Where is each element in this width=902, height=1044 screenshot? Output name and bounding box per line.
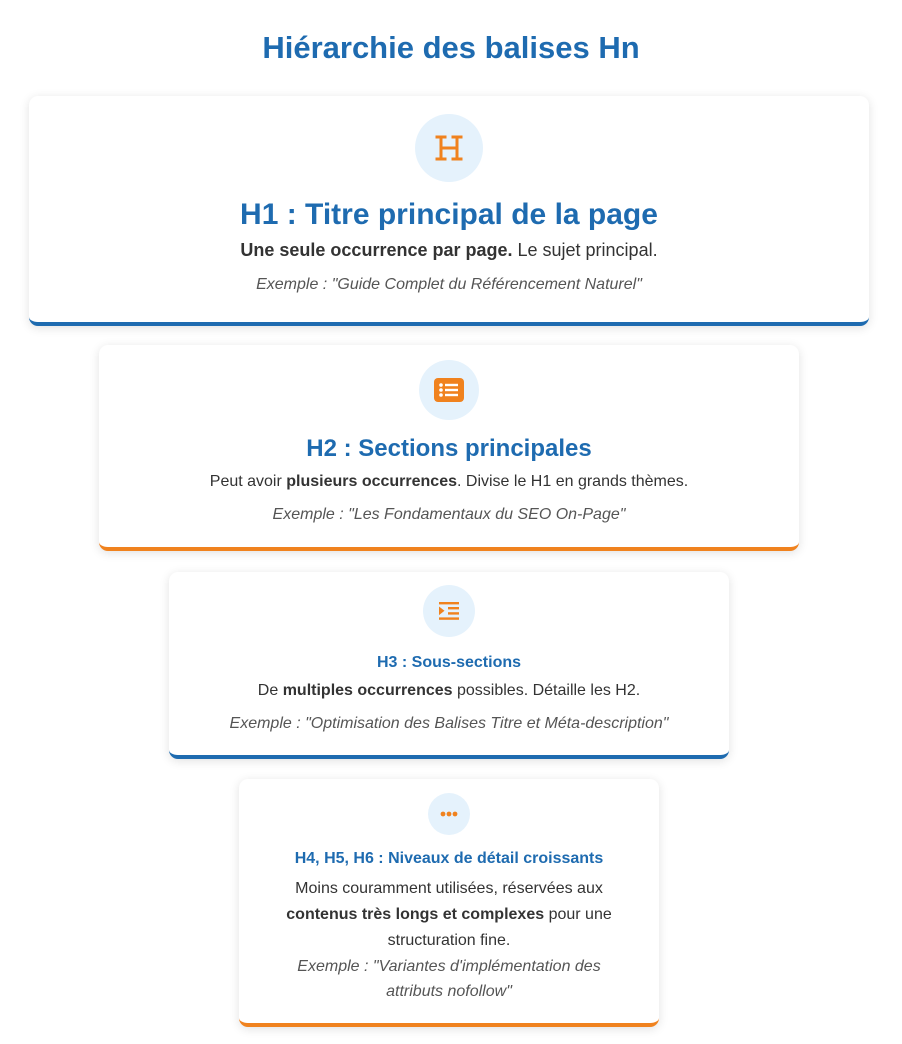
desc-text: De bbox=[257, 682, 283, 699]
card-description bbox=[29, 240, 869, 261]
card-example: Exemple : "Optimisation des Balises Titre et Méta-description" bbox=[229, 715, 669, 732]
desc-text: Le sujet principal. bbox=[512, 240, 658, 260]
card-h4-h6 bbox=[239, 779, 659, 1027]
desc-bold: multiples occurrences bbox=[282, 682, 453, 699]
card-h3 bbox=[169, 572, 729, 759]
desc-text: pour une structuration fine. bbox=[387, 906, 612, 949]
desc-text: Moins couramment utilisées, réservées aux bbox=[295, 880, 603, 897]
desc-text: Peut avoir bbox=[209, 473, 287, 490]
card-h1 bbox=[29, 96, 869, 326]
desc-bold: plusieurs occurrences bbox=[286, 473, 457, 490]
desc-bold: Une seule occurrence par page. bbox=[240, 240, 513, 260]
icon-circle bbox=[419, 360, 479, 420]
desc-bold: contenus très longs et complexes bbox=[286, 906, 545, 923]
heading-icon bbox=[433, 132, 465, 164]
icon-circle bbox=[415, 114, 483, 182]
card-title: H2 : Sections principales bbox=[306, 435, 592, 462]
indent-icon bbox=[439, 602, 459, 620]
card-description bbox=[169, 682, 729, 700]
card-title: H1 : Titre principal de la page bbox=[240, 198, 658, 231]
desc-text: possibles. Détaille les H2. bbox=[452, 682, 641, 699]
icon-circle bbox=[428, 793, 470, 835]
desc-text: . Divise le H1 en grands thèmes. bbox=[457, 473, 689, 490]
icon-circle bbox=[423, 585, 475, 637]
card-title: H3 : Sous-sections bbox=[376, 654, 522, 671]
card-example: Exemple : "Guide Complet du Référencement Naturel" bbox=[256, 276, 642, 293]
card-example: Exemple : "Les Fondamentaux du SEO On-Page" bbox=[272, 506, 626, 523]
card-description bbox=[239, 876, 659, 954]
page-title: Hiérarchie des balises Hn bbox=[262, 30, 640, 65]
list-icon bbox=[434, 378, 464, 402]
card-example: Exemple : "Variantes d'implémentation des attributs nofollow" bbox=[297, 958, 601, 1000]
card-h2 bbox=[99, 345, 799, 551]
ellipsis-icon bbox=[440, 811, 458, 817]
card-title: H4, H5, H6 : Niveaux de détail croissants bbox=[294, 850, 604, 867]
card-description bbox=[99, 473, 799, 491]
